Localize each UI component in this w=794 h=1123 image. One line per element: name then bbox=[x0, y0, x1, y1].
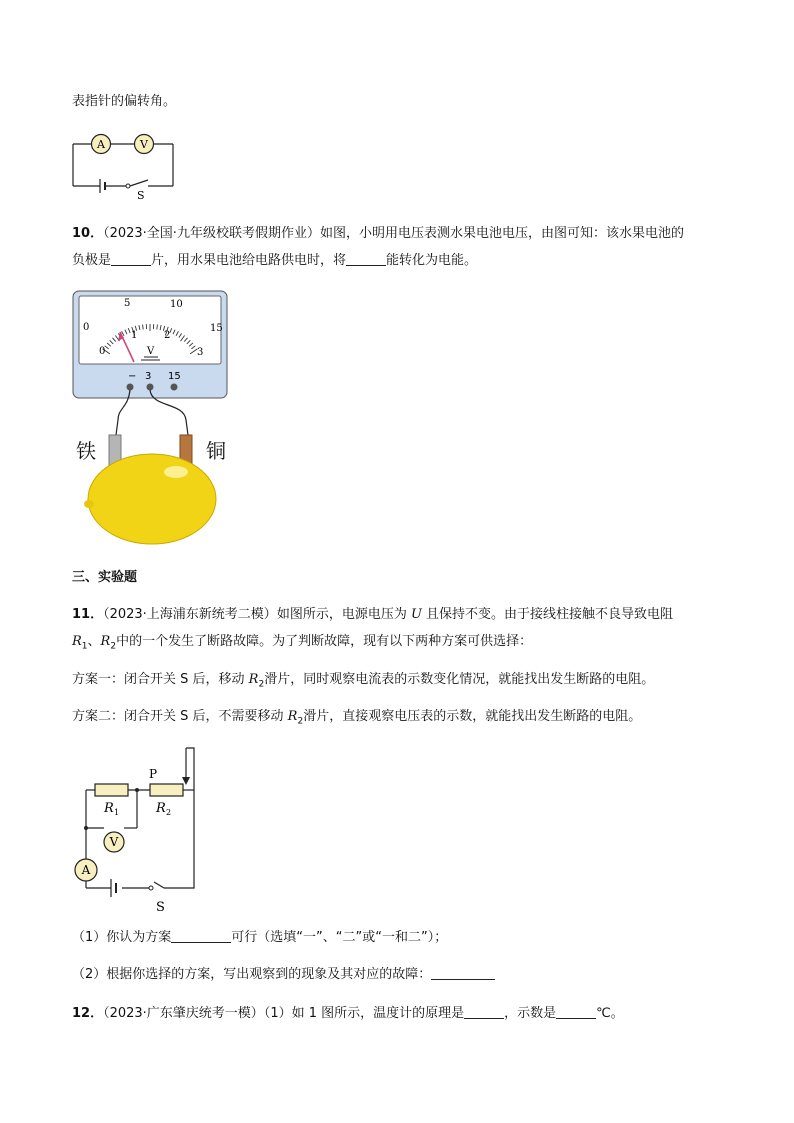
junction-mid bbox=[135, 788, 139, 792]
resistor-r1 bbox=[95, 784, 128, 796]
q11-subquestion-2 bbox=[72, 966, 495, 984]
r2-label-subscript: 2 bbox=[166, 808, 172, 817]
q9-tail-text: 表指针的偏转角。 bbox=[72, 94, 177, 109]
lemon bbox=[88, 454, 216, 544]
q11-text-b: 且保持不变。由于接线柱接触不良导致电阻 bbox=[421, 607, 674, 622]
fruit-battery-figure bbox=[72, 290, 236, 550]
terminal-3-label: 3 bbox=[145, 371, 152, 382]
plan1-text-a: 方案一：闭合开关 S 后，移动 bbox=[72, 672, 249, 687]
q12-source: （2023·广东肇庆统考一模） bbox=[103, 1006, 264, 1021]
plan2-r-symbol: R bbox=[287, 709, 298, 724]
q11-plan2 bbox=[72, 708, 641, 731]
q12-text-b: ，示数是 bbox=[504, 1006, 557, 1021]
q10-blank-2[interactable] bbox=[346, 252, 386, 266]
outer-tick-15: 15 bbox=[210, 323, 223, 334]
lemon-tip bbox=[84, 500, 94, 508]
q12-blank-2[interactable] bbox=[556, 1005, 596, 1019]
terminal-3 bbox=[147, 384, 154, 391]
rheostat-r2 bbox=[150, 784, 183, 796]
iron-label: 铁 bbox=[76, 439, 96, 463]
copper-label: 铜 bbox=[206, 439, 226, 463]
inner-tick-1: 1 bbox=[131, 330, 138, 341]
q11-number: 11． bbox=[72, 607, 104, 622]
voltmeter-label: V bbox=[140, 138, 148, 151]
section-heading: 三、实验题 bbox=[72, 570, 138, 585]
slider-label-p: P bbox=[149, 767, 158, 781]
q11-text-a: 如图所示，电源电压为 bbox=[276, 607, 411, 622]
q9-circuit-figure bbox=[66, 128, 182, 200]
subq2-text: （2）根据你选择的方案，写出观察到的现象及其对应的故障： bbox=[72, 967, 432, 982]
q10-blank-1[interactable] bbox=[111, 252, 151, 266]
subq1-blank[interactable] bbox=[171, 929, 231, 943]
q11-line2 bbox=[72, 633, 532, 656]
r1-label: R bbox=[104, 801, 114, 816]
r2-symbol: R bbox=[100, 634, 111, 649]
scale-tick bbox=[157, 325, 158, 330]
subq1-text-a: （1）你认为方案 bbox=[72, 930, 172, 945]
junction-left bbox=[84, 826, 88, 830]
outer-tick-10: 10 bbox=[170, 299, 183, 310]
lemon-highlight bbox=[164, 466, 188, 478]
outer-tick-0: 0 bbox=[83, 322, 90, 333]
q11-line1 bbox=[72, 606, 673, 624]
q11-line2-text: 中的一个发生了断路故障。为了判断故障，现有以下两种方案可供选择： bbox=[116, 634, 533, 649]
plan1-r-subscript: 2 bbox=[258, 679, 265, 690]
terminal-minus bbox=[127, 384, 134, 391]
q12-blank-1[interactable] bbox=[464, 1005, 504, 1019]
q10-source: （2023·全国·九年级校联考假期作业） bbox=[103, 226, 320, 241]
ammeter-label: A bbox=[81, 863, 91, 877]
q11-subquestion-1 bbox=[72, 929, 447, 947]
inner-tick-0: 0 bbox=[99, 346, 106, 357]
r2-label: R bbox=[156, 801, 166, 816]
plan2-text-a: 方案二：闭合开关 S 后，不需要移动 bbox=[72, 709, 288, 724]
q10-line1 bbox=[72, 225, 684, 243]
r1-symbol: R bbox=[72, 634, 82, 649]
q12-number: 12． bbox=[72, 1006, 104, 1021]
q10-text-b2: 片，用水果电池给电路供电时，将 bbox=[151, 253, 347, 268]
subq1-text-b: 可行（选填“一”、“二”或“一和二”）； bbox=[231, 930, 448, 945]
q12-line1 bbox=[72, 1005, 624, 1023]
switch-pivot bbox=[126, 184, 130, 188]
r1-subscript: 1 bbox=[81, 641, 88, 652]
inner-tick-2: 2 bbox=[164, 330, 171, 341]
ammeter-label: A bbox=[97, 138, 105, 151]
q11-plan1 bbox=[72, 671, 654, 694]
outer-tick-5: 5 bbox=[124, 298, 131, 309]
plan2-r-subscript: 2 bbox=[297, 716, 304, 727]
meter-unit-label: V bbox=[147, 346, 155, 357]
q10-line2 bbox=[72, 252, 477, 270]
terminal-minus-label: − bbox=[128, 371, 137, 382]
switch-label: S bbox=[156, 900, 165, 915]
scale-tick bbox=[143, 325, 144, 330]
switch-pivot bbox=[149, 886, 153, 890]
q10-text-a: 如图，小明用电压表测水果电池电压，由图可知：该水果电池的 bbox=[319, 226, 684, 241]
q11-separator: 、 bbox=[87, 634, 101, 649]
plan1-text-b: 滑片，同时观察电流表的示数变化情况，就能找出发生断路的电阻。 bbox=[264, 672, 655, 687]
r1-label-subscript: 1 bbox=[114, 808, 120, 817]
subq2-blank[interactable] bbox=[431, 966, 495, 980]
q10-text-b3: 能转化为电能。 bbox=[386, 253, 478, 268]
q10-text-b1: 负极是 bbox=[72, 253, 112, 268]
q12-text-a: （1）如 1 图所示，温度计的原理是 bbox=[263, 1006, 465, 1021]
q11-circuit-figure bbox=[72, 745, 202, 915]
voltmeter-label: V bbox=[109, 835, 119, 849]
q11-source: （2023·上海浦东新统考二模） bbox=[103, 607, 277, 622]
inner-tick-3: 3 bbox=[197, 347, 204, 358]
plan2-text-b: 滑片，直接观察电压表的示数，就能找出发生断路的电阻。 bbox=[303, 709, 642, 724]
plan1-r-symbol: R bbox=[248, 672, 259, 687]
switch-label: S bbox=[137, 189, 145, 200]
q10-number: 10． bbox=[72, 226, 104, 241]
voltage-symbol: U bbox=[410, 607, 422, 622]
terminal-15 bbox=[171, 384, 178, 391]
r2-subscript: 2 bbox=[110, 641, 117, 652]
q12-text-c: ℃。 bbox=[596, 1006, 624, 1021]
terminal-15-label: 15 bbox=[168, 371, 181, 382]
